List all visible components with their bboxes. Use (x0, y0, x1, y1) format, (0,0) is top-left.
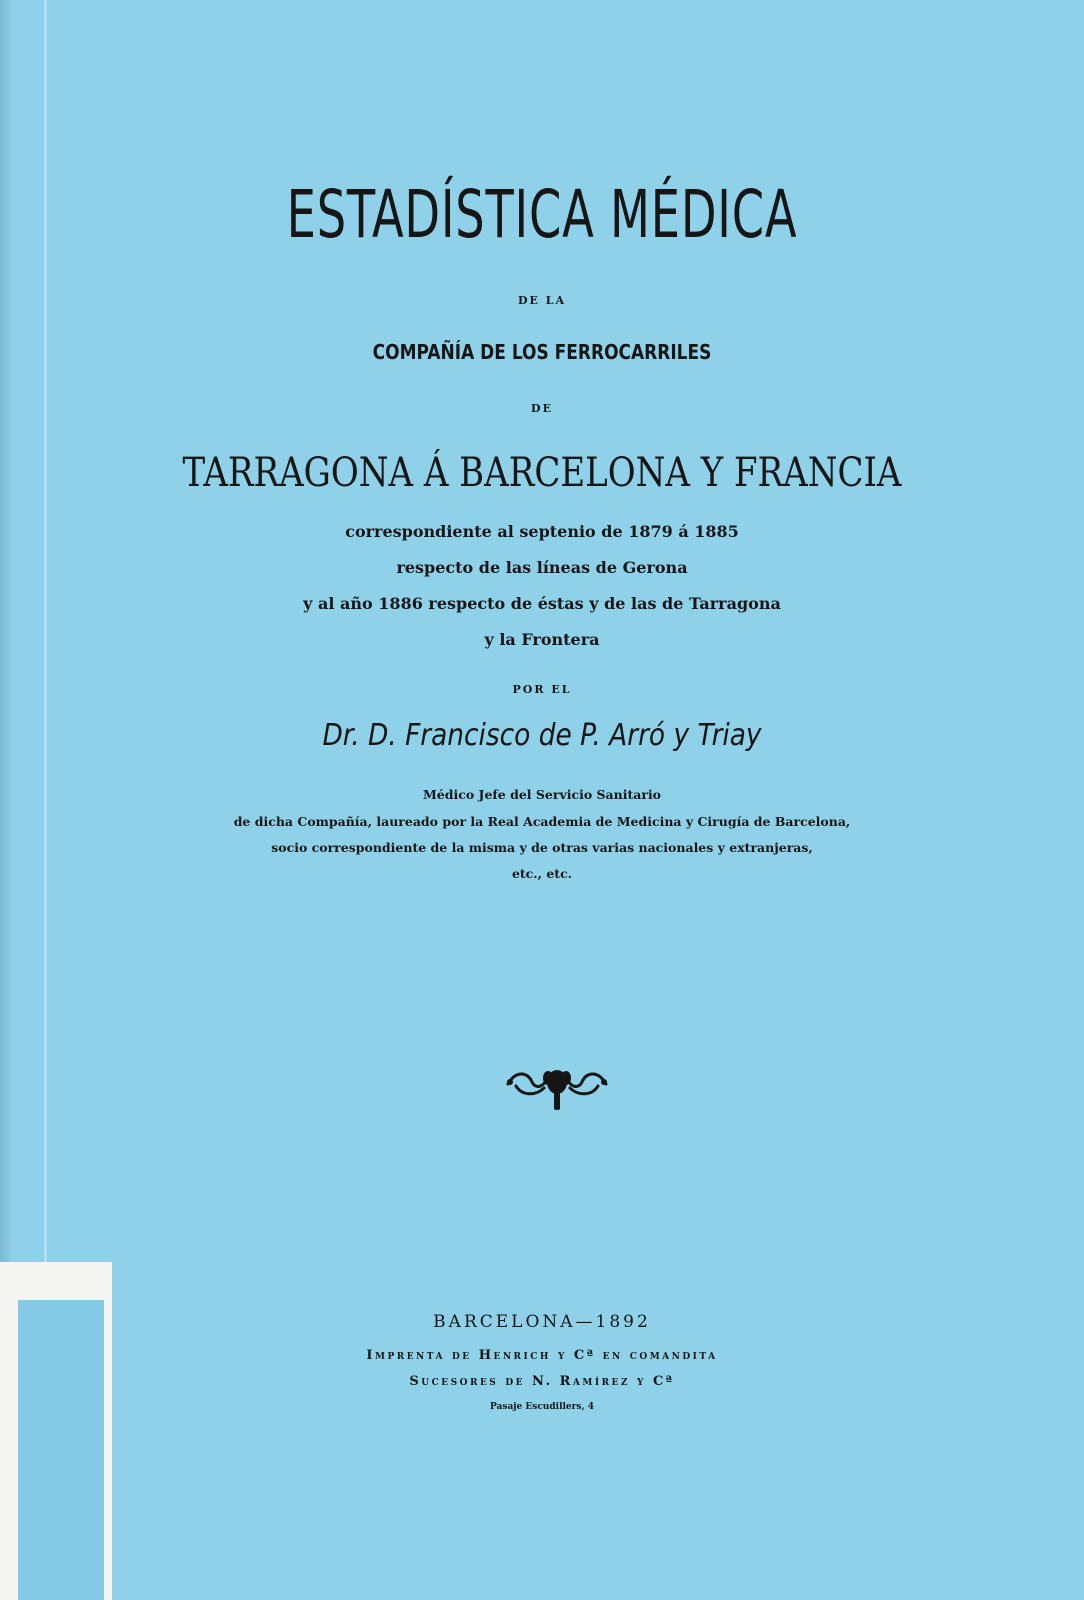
description-line-2: respecto de las líneas de Gerona (396, 558, 688, 577)
company-name: COMPAÑÍA DE LOS FERROCARRILES (372, 340, 712, 364)
imprint-press-name: Imprenta de Henrich y Cª en comandita (366, 1348, 718, 1363)
description-line-1: correspondiente al septenio de 1879 á 1885 (345, 522, 739, 541)
author-name: Dr. D. Francisco de P. Arró y Triay (322, 718, 762, 753)
railway-route: TARRAGONA Á BARCELONA Y FRANCIA (182, 450, 902, 496)
title-connector-de: DE (531, 402, 553, 415)
title-connector-de-la: DE LA (517, 294, 567, 307)
imprint-city-year: BARCELONA—1892 (433, 1312, 651, 1332)
affiliation-line-1: Médico Jefe del Servicio Sanitario (422, 787, 662, 802)
affiliation-line-3: socio correspondiente de la misma y de otras varias nacionales y extranjeras, (271, 840, 813, 855)
description-line-3: y al año 1886 respecto de éstas y de las de Tarragona (303, 594, 781, 613)
description-line-4: y la Frontera (484, 630, 600, 649)
affiliation-line-2: de dicha Compañía, laureado por la Real Academia de Medicina y Cirugía de Barcelona, (233, 814, 851, 829)
author-connector-por-el: POR EL (512, 683, 572, 696)
fleuron-ornament-icon (502, 1056, 612, 1112)
library-label-inner (18, 1300, 104, 1600)
affiliation-line-4: etc., etc. (511, 866, 573, 881)
cover-title: ESTADÍSTICA MÉDICA (286, 176, 798, 253)
imprint-address: Pasaje Escudillers, 4 (490, 1402, 594, 1412)
imprint-successors: Sucesores de N. Ramírez y Cª (409, 1374, 675, 1389)
